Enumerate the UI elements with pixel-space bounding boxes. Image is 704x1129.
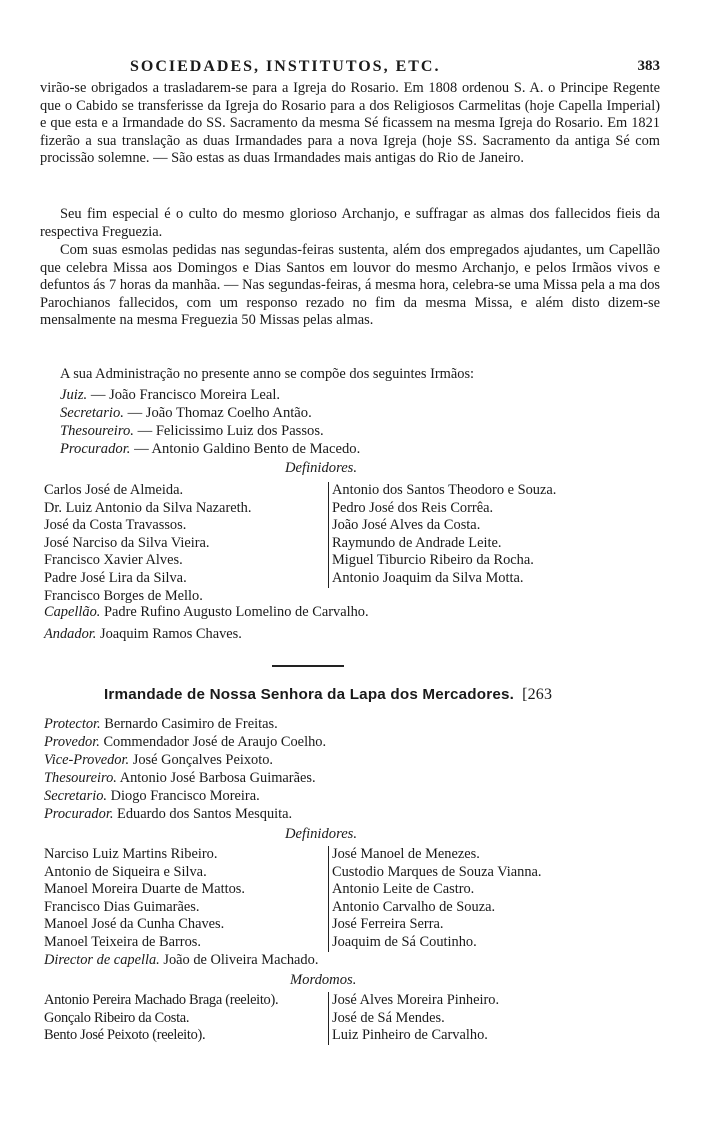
page-number: 383 bbox=[637, 58, 660, 74]
officer-role: Capellão. bbox=[44, 604, 101, 620]
definidor-name: Manoel José da Cunha Chaves. bbox=[44, 916, 225, 933]
definidor-name: Francisco Dias Guimarães. bbox=[44, 898, 200, 915]
officer-role: Director de capella. bbox=[44, 952, 160, 968]
definidor-name: Pedro José dos Reis Corrêa. bbox=[332, 499, 494, 516]
definidor-name: Antonio dos Santos Theodoro e Souza. bbox=[332, 482, 557, 498]
definidores-heading: Definidores. bbox=[285, 460, 358, 476]
lapa-officer-provedor bbox=[44, 734, 326, 752]
officer-name: Joaquim Ramos Chaves. bbox=[99, 626, 242, 642]
officer-name: Commendador José de Araujo Coelho. bbox=[103, 734, 327, 750]
officer-name: Diogo Francisco Moreira. bbox=[110, 788, 260, 804]
lapa-officer-procurador bbox=[44, 806, 292, 824]
officer-name: — Antonio Galdino Bento de Macedo. bbox=[134, 441, 361, 457]
officer-role: Secretario. bbox=[60, 405, 124, 421]
capellao-line bbox=[44, 604, 369, 622]
definidor-name: Antonio de Siqueira e Silva. bbox=[44, 863, 207, 880]
lapa-officer-secretario bbox=[44, 788, 260, 806]
definidor-name: Carlos José de Almeida. bbox=[44, 482, 184, 498]
officer-role: Provedor. bbox=[44, 734, 100, 750]
officer-name: — Felicissimo Luiz dos Passos. bbox=[137, 423, 324, 439]
definidor-name: José Ferreira Serra. bbox=[332, 916, 444, 933]
officer-name: Bernardo Casimiro de Freitas. bbox=[104, 716, 278, 732]
officer-name: — João Francisco Moreira Leal. bbox=[90, 387, 281, 403]
definidores-right-column bbox=[328, 482, 556, 588]
officer-juiz bbox=[60, 386, 280, 404]
definidor-name: João José Alves da Costa. bbox=[332, 517, 481, 534]
officer-secretario bbox=[60, 404, 312, 422]
lapa-definidores-heading: Definidores. bbox=[285, 826, 358, 842]
andador-line bbox=[44, 626, 242, 644]
definidor-name: Antonio Joaquim da Silva Motta. bbox=[332, 569, 524, 586]
lapa-section-heading bbox=[104, 686, 552, 704]
running-head bbox=[40, 58, 660, 80]
definidor-name: Antonio Carvalho de Souza. bbox=[332, 898, 496, 915]
lapa-officer-protector bbox=[44, 716, 278, 734]
officer-name: Eduardo dos Santos Mesquita. bbox=[117, 806, 293, 822]
definidor-name: Manoel Moreira Duarte de Mattos. bbox=[44, 881, 246, 898]
paragraph-administration: A sua Administração no presente anno se compõe dos seguintes Irmãos: bbox=[60, 366, 475, 382]
officer-name: José Gonçalves Peixoto. bbox=[132, 752, 274, 768]
officer-name: João de Oliveira Machado. bbox=[163, 952, 319, 968]
definidor-name: Custodio Marques de Souza Vianna. bbox=[332, 863, 542, 880]
officer-role: Procurador. bbox=[44, 806, 114, 822]
definidor-name: Padre José Lira da Silva. bbox=[44, 569, 187, 586]
lapa-heading-ref: [263 bbox=[522, 686, 553, 703]
definidor-name: Francisco Xavier Alves. bbox=[44, 552, 183, 569]
officer-thesoureiro bbox=[60, 422, 324, 440]
paragraph-alms: Com suas esmolas pedidas nas segundas-feiras sustenta, além dos empregados ajudantes, um Capellão que celebra Missa aos Domingos e Dias Santos em louvor do mesmo Archanjo, e pelos Irmãos vivos e defuntos ás 7 horas da manhãa. — Nas segundas-feiras, á mesma hora, celebra-se uma Missa pela a ma dos Parochianos fallecidos, com um responso rezado no fim da mesma Missa, e além disto dizem-se mensalmente na mesma Freguezia 50 Missas pelas almas. bbox=[40, 242, 660, 329]
definidor-name: José Narciso da Silva Vieira. bbox=[44, 534, 210, 551]
section-divider bbox=[272, 665, 344, 667]
mordomo-name: José Alves Moreira Pinheiro. bbox=[332, 992, 500, 1008]
paragraph-history: virão-se obrigados a trasladarem-se para a Igreja do Rosario. Em 1808 ordenou S. A. o Principe Regente que o Cabido se transferisse da Igreja do Rosario para a dos Religiosos Carmelitas (hoje Capella Imperial) e que esta e a Irmandade do SS. Sacramento da mesma Sé ficassem na mesma Igreja do Rosario. Em 1821 fizerão a sua translação as duas Irmandades para a nova Igreja (hoje SS. Sacramento da antiga Sé com procissão solemne. — São estas as duas Irmandades mais antigas do Rio de Janeiro. bbox=[40, 80, 660, 167]
lapa-officer-vice-provedor bbox=[44, 752, 273, 770]
running-title: SOCIEDADES, INSTITUTOS, ETC. bbox=[130, 58, 441, 75]
lapa-definidores-right-column bbox=[328, 846, 542, 952]
definidor-name: Francisco Borges de Mello. bbox=[44, 587, 203, 604]
definidor-name: Antonio Leite de Castro. bbox=[332, 881, 475, 898]
definidor-name: Joaquim de Sá Coutinho. bbox=[332, 933, 477, 950]
officer-role: Thesoureiro. bbox=[44, 770, 117, 786]
lapa-definidores-left-column bbox=[44, 846, 245, 952]
definidor-name: Narciso Luiz Martins Ribeiro. bbox=[44, 846, 218, 862]
definidor-name: José da Costa Travassos. bbox=[44, 517, 187, 534]
mordomo-name: Antonio Pereira Machado Braga (reeleito). bbox=[44, 992, 279, 1008]
officer-name: — João Thomaz Coelho Antão. bbox=[127, 405, 312, 421]
officer-procurador bbox=[60, 440, 360, 458]
lapa-heading-text: Irmandade de Nossa Senhora da Lapa dos Mercadores. bbox=[104, 686, 515, 703]
mordomo-name: José de Sá Mendes. bbox=[332, 1009, 445, 1026]
mordomo-name: Gonçalo Ribeiro da Costa. bbox=[44, 1009, 190, 1026]
definidor-name: Manoel Teixeira de Barros. bbox=[44, 933, 201, 950]
officer-role: Secretario. bbox=[44, 788, 108, 804]
officer-role: Protector. bbox=[44, 716, 101, 732]
officer-role: Procurador. bbox=[60, 441, 131, 457]
lapa-mordomos-heading: Mordomos. bbox=[290, 972, 357, 988]
officer-role: Vice-Provedor. bbox=[44, 752, 130, 768]
definidor-name: Raymundo de Andrade Leite. bbox=[332, 534, 502, 551]
officer-name: Antonio José Barbosa Guimarães. bbox=[119, 770, 316, 786]
lapa-officer-thesoureiro bbox=[44, 770, 316, 788]
officer-name: Padre Rufino Augusto Lomelino de Carvalho. bbox=[103, 604, 369, 620]
lapa-director-line bbox=[44, 952, 318, 970]
definidores-left-column bbox=[44, 482, 251, 605]
lapa-mordomos-left-column bbox=[44, 992, 278, 1045]
officer-role: Andador. bbox=[44, 626, 97, 642]
lapa-mordomos-right-column bbox=[328, 992, 499, 1045]
definidor-name: José Manoel de Menezes. bbox=[332, 846, 480, 862]
definidor-name: Dr. Luiz Antonio da Silva Nazareth. bbox=[44, 499, 252, 516]
mordomo-name: Bento José Peixoto (reeleito). bbox=[44, 1027, 206, 1044]
paragraph-purpose: Seu fim especial é o culto do mesmo glorioso Archanjo, e suffragar as almas dos fallecidos fieis da respectiva Freguezia. bbox=[40, 206, 660, 240]
mordomo-name: Luiz Pinheiro de Carvalho. bbox=[332, 1027, 488, 1044]
officer-role: Juiz. bbox=[60, 387, 88, 403]
definidor-name: Miguel Tiburcio Ribeiro da Rocha. bbox=[332, 552, 534, 569]
officer-role: Thesoureiro. bbox=[60, 423, 134, 439]
